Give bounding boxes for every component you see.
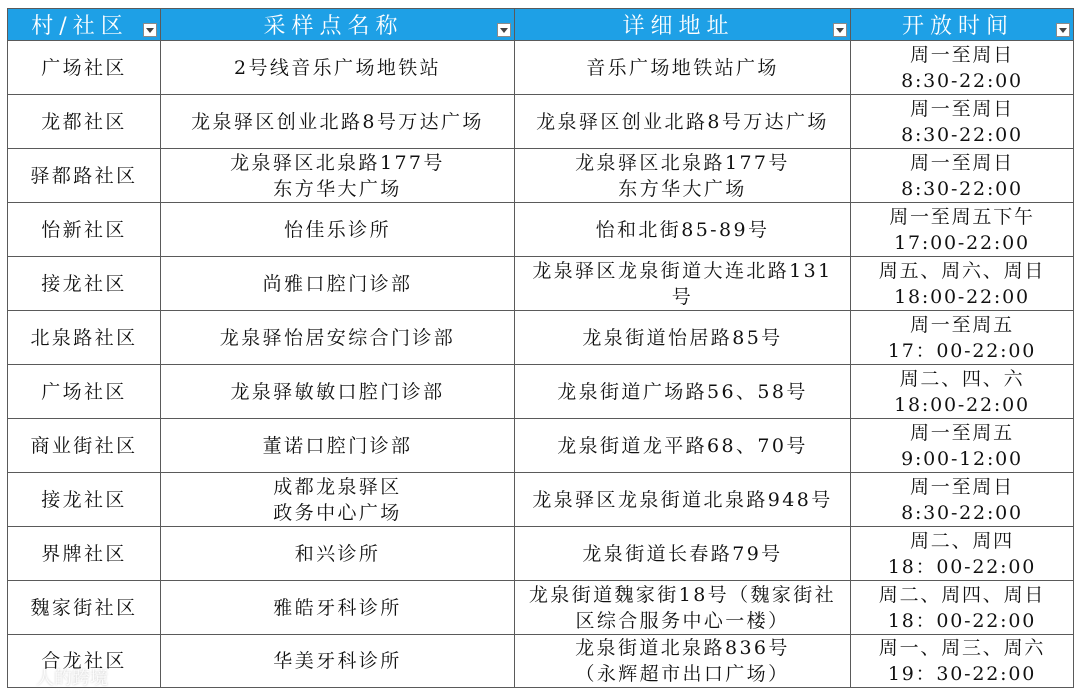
cell-community[interactable]: 接龙社区: [8, 257, 161, 311]
filter-dropdown-button[interactable]: [1056, 23, 1070, 37]
filter-dropdown-button[interactable]: [143, 23, 157, 37]
dropdown-arrow-icon: [500, 28, 508, 33]
cell-address[interactable]: 龙泉驿区创业北路8号万达广场: [515, 95, 851, 149]
cell-site-name[interactable]: 怡佳乐诊所: [161, 203, 515, 257]
cell-community[interactable]: 界牌社区: [8, 527, 161, 581]
cell-hours[interactable]: 周一至周五下午 17:00-22:00: [851, 203, 1074, 257]
table-row: [8, 365, 1074, 419]
column-header-label: 详细地址: [622, 14, 735, 39]
cell-site-name[interactable]: 成都龙泉驿区 政务中心广场: [161, 473, 515, 527]
filter-dropdown-button[interactable]: [833, 23, 847, 37]
header-row: [8, 9, 1074, 41]
table-row: [8, 95, 1074, 149]
column-header-hours: [851, 9, 1074, 41]
cell-hours[interactable]: 周一至周五 9:00-12:00: [851, 419, 1074, 473]
cell-hours[interactable]: 周一至周日 8:30-22:00: [851, 473, 1074, 527]
column-header-site-name: [161, 9, 515, 41]
table-row: [8, 257, 1074, 311]
cell-community[interactable]: 广场社区: [8, 41, 161, 95]
table-row: [8, 527, 1074, 581]
cell-hours[interactable]: 周一至周日 8:30-22:00: [851, 95, 1074, 149]
column-header-label: 采样点名称: [263, 14, 404, 39]
column-header-community: [8, 9, 161, 41]
cell-community[interactable]: 接龙社区: [8, 473, 161, 527]
table-row: [8, 581, 1074, 635]
cell-community[interactable]: 龙都社区: [8, 95, 161, 149]
cell-address[interactable]: 龙泉驿区北泉路177号 东方华大广场: [515, 149, 851, 203]
table-row: [8, 311, 1074, 365]
cell-address[interactable]: 龙泉街道怡居路85号: [515, 311, 851, 365]
cell-site-name[interactable]: 雅皓牙科诊所: [161, 581, 515, 635]
cell-community[interactable]: 北泉路社区: [8, 311, 161, 365]
cell-community[interactable]: 怡新社区: [8, 203, 161, 257]
cell-address[interactable]: 龙泉街道龙平路68、70号: [515, 419, 851, 473]
cell-address[interactable]: 龙泉街道魏家街18号（魏家街社 区综合服务中心一楼）: [515, 581, 851, 635]
cell-community[interactable]: 合龙社区: [8, 635, 161, 688]
cell-community[interactable]: 魏家街社区: [8, 581, 161, 635]
cell-hours[interactable]: 周五、周六、周日 18:00-22:00: [851, 257, 1074, 311]
watermark-text: 人的跨境: [36, 668, 108, 689]
cell-site-name[interactable]: 龙泉驿怡居安综合门诊部: [161, 311, 515, 365]
cell-hours[interactable]: 周二、周四、周日 18：00-22:00: [851, 581, 1074, 635]
cell-address[interactable]: 龙泉街道长春路79号: [515, 527, 851, 581]
table-row: [8, 149, 1074, 203]
table-row: [8, 41, 1074, 95]
column-header-label: 村/社区: [31, 14, 129, 39]
cell-site-name[interactable]: 龙泉驿区北泉路177号 东方华大广场: [161, 149, 515, 203]
sampling-sites-table: [7, 8, 1074, 688]
cell-site-name[interactable]: 和兴诊所: [161, 527, 515, 581]
table-row: [8, 419, 1074, 473]
cell-hours[interactable]: 周二、周四 18：00-22:00: [851, 527, 1074, 581]
cell-hours[interactable]: 周一至周日 8:30-22:00: [851, 149, 1074, 203]
cell-community[interactable]: 广场社区: [8, 365, 161, 419]
cell-hours[interactable]: 周一至周日 8:30-22:00: [851, 41, 1074, 95]
table-row: [8, 203, 1074, 257]
cell-site-name[interactable]: 董诺口腔门诊部: [161, 419, 515, 473]
cell-address[interactable]: 龙泉街道北泉路836号 （永辉超市出口广场）: [515, 635, 851, 688]
cell-site-name[interactable]: 尚雅口腔门诊部: [161, 257, 515, 311]
cell-address[interactable]: 龙泉街道广场路56、58号: [515, 365, 851, 419]
dropdown-arrow-icon: [836, 28, 844, 33]
cell-address[interactable]: 龙泉驿区龙泉街道北泉路948号: [515, 473, 851, 527]
cell-address[interactable]: 怡和北街85-89号: [515, 203, 851, 257]
cell-site-name[interactable]: 华美牙科诊所: [161, 635, 515, 688]
cell-community[interactable]: 商业街社区: [8, 419, 161, 473]
column-header-address: [515, 9, 851, 41]
dropdown-arrow-icon: [146, 28, 154, 33]
cell-hours[interactable]: 周二、四、六 18:00-22:00: [851, 365, 1074, 419]
filter-dropdown-button[interactable]: [497, 23, 511, 37]
cell-community[interactable]: 驿都路社区: [8, 149, 161, 203]
table-row: [8, 635, 1074, 688]
cell-address[interactable]: 龙泉驿区龙泉街道大连北路131 号: [515, 257, 851, 311]
dropdown-arrow-icon: [1059, 28, 1067, 33]
cell-site-name[interactable]: 龙泉驿区创业北路8号万达广场: [161, 95, 515, 149]
cell-hours[interactable]: 周一、周三、周六 19：30-22:00: [851, 635, 1074, 688]
cell-site-name[interactable]: 龙泉驿敏敏口腔门诊部: [161, 365, 515, 419]
cell-site-name[interactable]: 2号线音乐广场地铁站: [161, 41, 515, 95]
cell-hours[interactable]: 周一至周五 17：00-22:00: [851, 311, 1074, 365]
table-row: [8, 473, 1074, 527]
column-header-label: 开放时间: [901, 14, 1014, 39]
cell-address[interactable]: 音乐广场地铁站广场: [515, 41, 851, 95]
